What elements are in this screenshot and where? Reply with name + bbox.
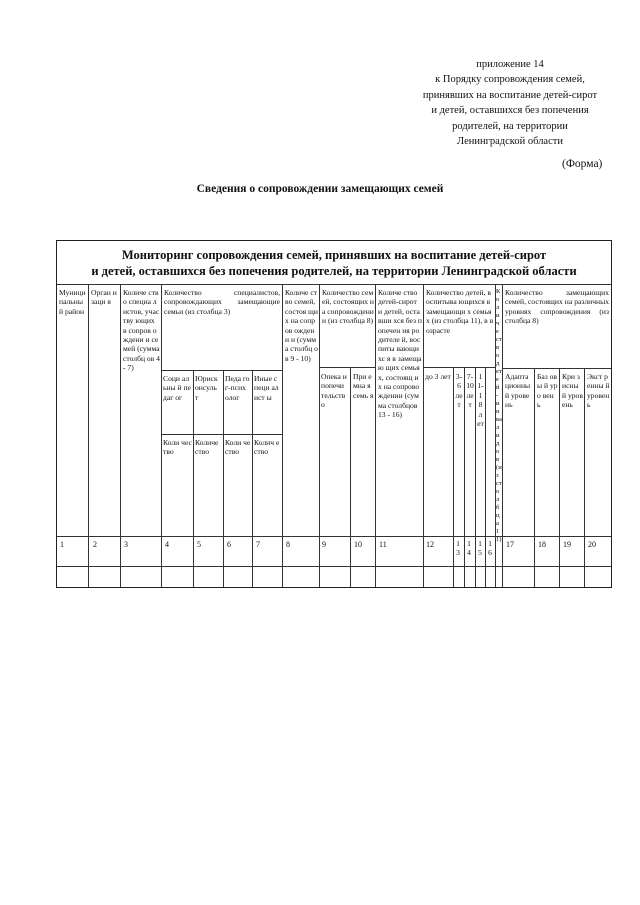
header-age-14: 3-6 лет bbox=[455, 372, 463, 410]
column-number: 11 bbox=[379, 540, 387, 549]
column-number: 20 bbox=[588, 540, 596, 549]
table-rule bbox=[559, 368, 560, 587]
appendix-line: к Порядку сопровождения семей, bbox=[435, 74, 585, 86]
column-number: 3 bbox=[124, 540, 128, 549]
header-basic-level: Баз овы й уро вен ь bbox=[537, 372, 558, 410]
table-rule bbox=[252, 370, 253, 587]
table-rule bbox=[120, 284, 121, 587]
table-rule bbox=[319, 367, 375, 368]
header-foster-family: При емна я семь я bbox=[353, 372, 374, 400]
column-number: 8 bbox=[286, 540, 290, 549]
table-rule bbox=[464, 367, 465, 587]
header-age-13: до 3 лет bbox=[425, 372, 451, 381]
header-specialists-count: Количе ство специа листов, участву ющих в сопров ождени и семей (сумма столбц ов 4 - 7) bbox=[123, 288, 160, 373]
table-rule bbox=[475, 367, 476, 587]
table-rule bbox=[502, 368, 611, 369]
table-title-line: и детей, оставшихся без попечения родителей, на территории Ленинградской области bbox=[91, 264, 577, 278]
table-rule bbox=[282, 284, 283, 587]
header-age-16: 11-18 лет bbox=[477, 372, 484, 429]
header-crisis-level: Кри зисны й уров ень bbox=[562, 372, 583, 410]
header-municipal-district: Муници пальны й район bbox=[59, 288, 86, 316]
column-number: 19 bbox=[563, 540, 571, 549]
header-families-count: Количе ство семей, состоя щих на сопров ождени и (сумма столбц ов 9 - 10) bbox=[285, 288, 318, 363]
table-rule bbox=[161, 284, 162, 587]
header-emergency-level: Экст ренны й уровен ь bbox=[587, 372, 610, 410]
table-title-line: Мониторинг сопровождения семей, принявших на воспитание детей-сирот bbox=[121, 248, 547, 262]
header-specialists-group: Количество специалистов, сопровождающих замещающие семьи (из столбца 3) bbox=[164, 288, 280, 316]
column-number: 5 bbox=[197, 540, 201, 549]
document-title: Сведения о сопровождении замещающих семей bbox=[196, 183, 444, 195]
table-title bbox=[57, 247, 611, 279]
table-rule bbox=[223, 370, 224, 587]
header-levels-group: Количество замещающих семей, состоящих на различных уровнях сопровождения (из столбца 8) bbox=[505, 288, 609, 326]
column-number: 18 bbox=[538, 540, 546, 549]
column-number: 15 bbox=[478, 539, 482, 557]
monitoring-table bbox=[56, 240, 612, 588]
appendix-line: приложение 14 bbox=[476, 59, 544, 70]
table-rule bbox=[350, 367, 351, 587]
table-rule bbox=[319, 284, 320, 587]
table-rule bbox=[502, 284, 503, 587]
appendix-line: и детей, оставшихся без попечения bbox=[431, 105, 589, 117]
column-number: 17 bbox=[506, 540, 514, 549]
header-qty-5: Количе ство bbox=[195, 438, 219, 457]
table-rule bbox=[193, 370, 194, 587]
column-number: 1 bbox=[60, 540, 64, 549]
column-number: 10 bbox=[354, 540, 362, 549]
column-number: 13 bbox=[456, 539, 460, 557]
table-rule bbox=[485, 367, 486, 587]
appendix-line: Ленинградской области bbox=[457, 136, 563, 148]
header-age-15: 7-10 лет bbox=[466, 372, 474, 410]
header-adaptation-level: Адапта ционны й уровень bbox=[505, 372, 531, 410]
table-rule bbox=[453, 367, 454, 587]
appendix-line: родителей, на территории bbox=[452, 120, 568, 132]
table-rule bbox=[57, 566, 611, 567]
table-rule bbox=[161, 370, 282, 371]
column-number: 2 bbox=[93, 540, 97, 549]
column-number: 6 bbox=[227, 540, 231, 549]
header-qty-4: Коли чество bbox=[163, 438, 192, 457]
column-number: 4 bbox=[165, 540, 169, 549]
table-rule bbox=[161, 434, 282, 435]
column-number: 14 bbox=[467, 539, 471, 557]
table-rule bbox=[423, 284, 424, 587]
header-organization: Орган изаци я bbox=[91, 288, 117, 307]
column-number: 9 bbox=[322, 540, 326, 549]
header-children-disabled: Коли честв о детей - инва лидо в (из столб ца 11) bbox=[496, 288, 502, 543]
header-jurist: Юриск онсуль т bbox=[195, 374, 218, 402]
column-number: 7 bbox=[256, 540, 260, 549]
column-number: 12 bbox=[426, 540, 434, 549]
form-mark: (Форма) bbox=[562, 158, 603, 170]
appendix-block bbox=[392, 57, 628, 149]
table-rule bbox=[88, 284, 89, 587]
column-number: 16 bbox=[488, 539, 492, 557]
header-children-count: Количе ство детей-сирот и детей, оставши хся без попечен ия родителе й, воспиты вающихс я в замещаю щих семьях, состоящ их на сопрово ждении (сумма столбцов 13 - 16) bbox=[378, 288, 422, 420]
header-social-pedagog: Соци альны й педаг ог bbox=[163, 374, 191, 402]
header-qty-7: Колич ество bbox=[254, 438, 280, 457]
header-families-group: Количество семей, состоящих на сопровождени и (из столбца 8) bbox=[322, 288, 374, 326]
header-psychologist: Педа гог-псих олог bbox=[225, 374, 250, 402]
header-children-age-group: Количество детей, воспитыва ющихся в замещающи х семьях (из столбца 11), в возрасте bbox=[426, 288, 494, 335]
header-guardianship: Опека и попечи тельств о bbox=[321, 372, 347, 410]
table-rule bbox=[584, 368, 585, 587]
header-qty-6: Коли чество bbox=[225, 438, 251, 457]
appendix-line: принявших на воспитание детей-сирот bbox=[422, 89, 598, 101]
table-rule bbox=[57, 284, 611, 285]
table-rule bbox=[534, 368, 535, 587]
table-rule bbox=[375, 284, 376, 587]
header-other-specialists: Иные специ алист ы bbox=[254, 374, 279, 402]
table-rule bbox=[57, 536, 611, 537]
